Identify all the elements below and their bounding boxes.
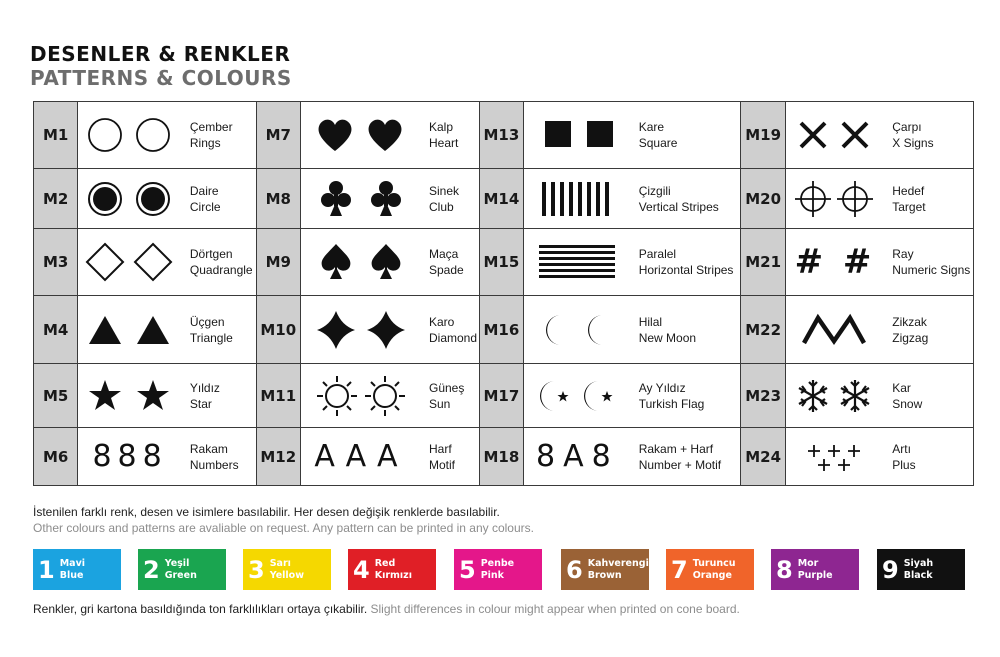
table-row xyxy=(34,364,974,428)
rings-icon xyxy=(78,102,182,168)
pattern-label: Çizgili Vertical Stripes xyxy=(631,169,741,229)
pattern-label: Çember Rings xyxy=(182,102,256,169)
pattern-label: Ay Yıldız Turkish Flag xyxy=(631,364,741,428)
pattern-code: M22 xyxy=(741,296,785,364)
pattern-code: M10 xyxy=(256,296,300,364)
pattern-label: Rakam + Harf Number + Motif xyxy=(631,428,741,486)
pattern-code: M19 xyxy=(741,102,785,169)
pattern-label: Artı Plus xyxy=(884,428,973,486)
target-icon xyxy=(786,169,884,228)
footer-note: Renkler, gri kartona basıldığında ton farklılıkları ortaya çıkabilir. Slight differences in colour might appear when printed on cone board. xyxy=(33,602,740,616)
pattern-label: Kalp Heart xyxy=(421,102,479,169)
hash-icon: # # xyxy=(794,242,876,282)
colour-swatch-brown: 6 Kahverengi Brown xyxy=(561,549,649,590)
number-letter-icon: 8A8 xyxy=(536,439,619,474)
pattern-code: M13 xyxy=(479,102,523,169)
pattern-label: Maça Spade xyxy=(421,229,479,296)
pattern-label: Hedef Target xyxy=(884,169,973,229)
note-turkish: İstenilen farklı renk, desen ve isimlere basılabilir. Her desen değişik renklerde basılabilir. xyxy=(33,505,500,519)
pattern-code: M21 xyxy=(741,229,785,296)
spade-icon xyxy=(301,229,421,295)
pattern-table xyxy=(33,101,974,486)
letters-icon: AAA xyxy=(314,439,408,474)
colour-swatch-orange: 7 Turuncu Orange xyxy=(666,549,754,590)
pattern-code: M2 xyxy=(34,169,78,229)
colour-swatch-green: 2 Yeşil Green xyxy=(138,549,226,590)
zigzag-icon xyxy=(786,296,884,363)
colour-swatch-red: 4 Red Kırmızı xyxy=(348,549,436,590)
triangle-icon xyxy=(78,296,182,363)
table-row xyxy=(34,229,974,296)
star-icon xyxy=(78,364,182,427)
pattern-code: M5 xyxy=(34,364,78,428)
plus-icon xyxy=(786,428,884,485)
x-sign-icon xyxy=(786,102,884,168)
colour-swatch-yellow: 3 Sarı Yellow xyxy=(243,549,331,590)
crescent-icon xyxy=(524,296,631,363)
colour-swatch-blue: 1 Mavi Blue xyxy=(33,549,121,590)
table-row xyxy=(34,296,974,364)
heart-icon xyxy=(301,102,421,168)
crescent-star-icon xyxy=(524,364,631,427)
pattern-label: Zikzak Zigzag xyxy=(884,296,973,364)
pattern-code: M14 xyxy=(479,169,523,229)
pattern-code: M8 xyxy=(256,169,300,229)
pattern-code: M18 xyxy=(479,428,523,486)
vertical-stripes-icon xyxy=(524,169,631,228)
pattern-label: Kare Square xyxy=(631,102,741,169)
pattern-label: Daire Circle xyxy=(182,169,256,229)
pattern-label: Rakam Numbers xyxy=(182,428,256,486)
circle-icon xyxy=(78,169,182,228)
pattern-label: Üçgen Triangle xyxy=(182,296,256,364)
square-icon xyxy=(524,102,631,168)
pattern-code: M23 xyxy=(741,364,785,428)
pattern-code: M3 xyxy=(34,229,78,296)
pattern-label: Paralel Horizontal Stripes xyxy=(631,229,741,296)
pattern-code: M16 xyxy=(479,296,523,364)
pattern-code: M17 xyxy=(479,364,523,428)
pattern-code: M7 xyxy=(256,102,300,169)
pattern-label: Karo Diamond xyxy=(421,296,479,364)
pattern-code: M15 xyxy=(479,229,523,296)
quadrangle-icon xyxy=(78,229,182,295)
pattern-code: M11 xyxy=(256,364,300,428)
sun-icon xyxy=(301,364,421,427)
pattern-label: Sinek Club xyxy=(421,169,479,229)
colour-swatch-purple: 8 Mor Purple xyxy=(771,549,859,590)
pattern-label: Dörtgen Quadrangle xyxy=(182,229,256,296)
numbers-icon: 888 xyxy=(92,439,168,474)
colour-swatch-black: 9 Siyah Black xyxy=(877,549,965,590)
pattern-label: Harf Motif xyxy=(421,428,479,486)
pattern-label: Ray Numeric Signs xyxy=(884,229,973,296)
table-row xyxy=(34,428,974,486)
pattern-label: Yıldız Star xyxy=(182,364,256,428)
colour-swatches xyxy=(33,549,965,590)
pattern-label: Çarpı X Signs xyxy=(884,102,973,169)
pattern-label: Kar Snow xyxy=(884,364,973,428)
horizontal-stripes-icon xyxy=(524,229,631,295)
colour-swatch-pink: 5 Penbe Pink xyxy=(454,549,542,590)
page-subtitle: PATTERNS & COLOURS xyxy=(30,66,292,90)
table-row xyxy=(34,169,974,229)
pattern-label: Hilal New Moon xyxy=(631,296,741,364)
pattern-code: M24 xyxy=(741,428,785,486)
club-icon xyxy=(301,169,421,228)
snowflake-icon xyxy=(786,364,884,427)
note-english: Other colours and patterns are avaliable on request. Any pattern can be printed in any colours. xyxy=(33,521,534,535)
pattern-code: M12 xyxy=(256,428,300,486)
pattern-code: M4 xyxy=(34,296,78,364)
diamond-icon xyxy=(301,296,421,363)
pattern-code: M20 xyxy=(741,169,785,229)
page-title: DESENLER & RENKLER xyxy=(30,42,291,66)
pattern-code: M9 xyxy=(256,229,300,296)
pattern-code: M1 xyxy=(34,102,78,169)
pattern-label: Güneş Sun xyxy=(421,364,479,428)
pattern-code: M6 xyxy=(34,428,78,486)
table-row xyxy=(34,102,974,169)
